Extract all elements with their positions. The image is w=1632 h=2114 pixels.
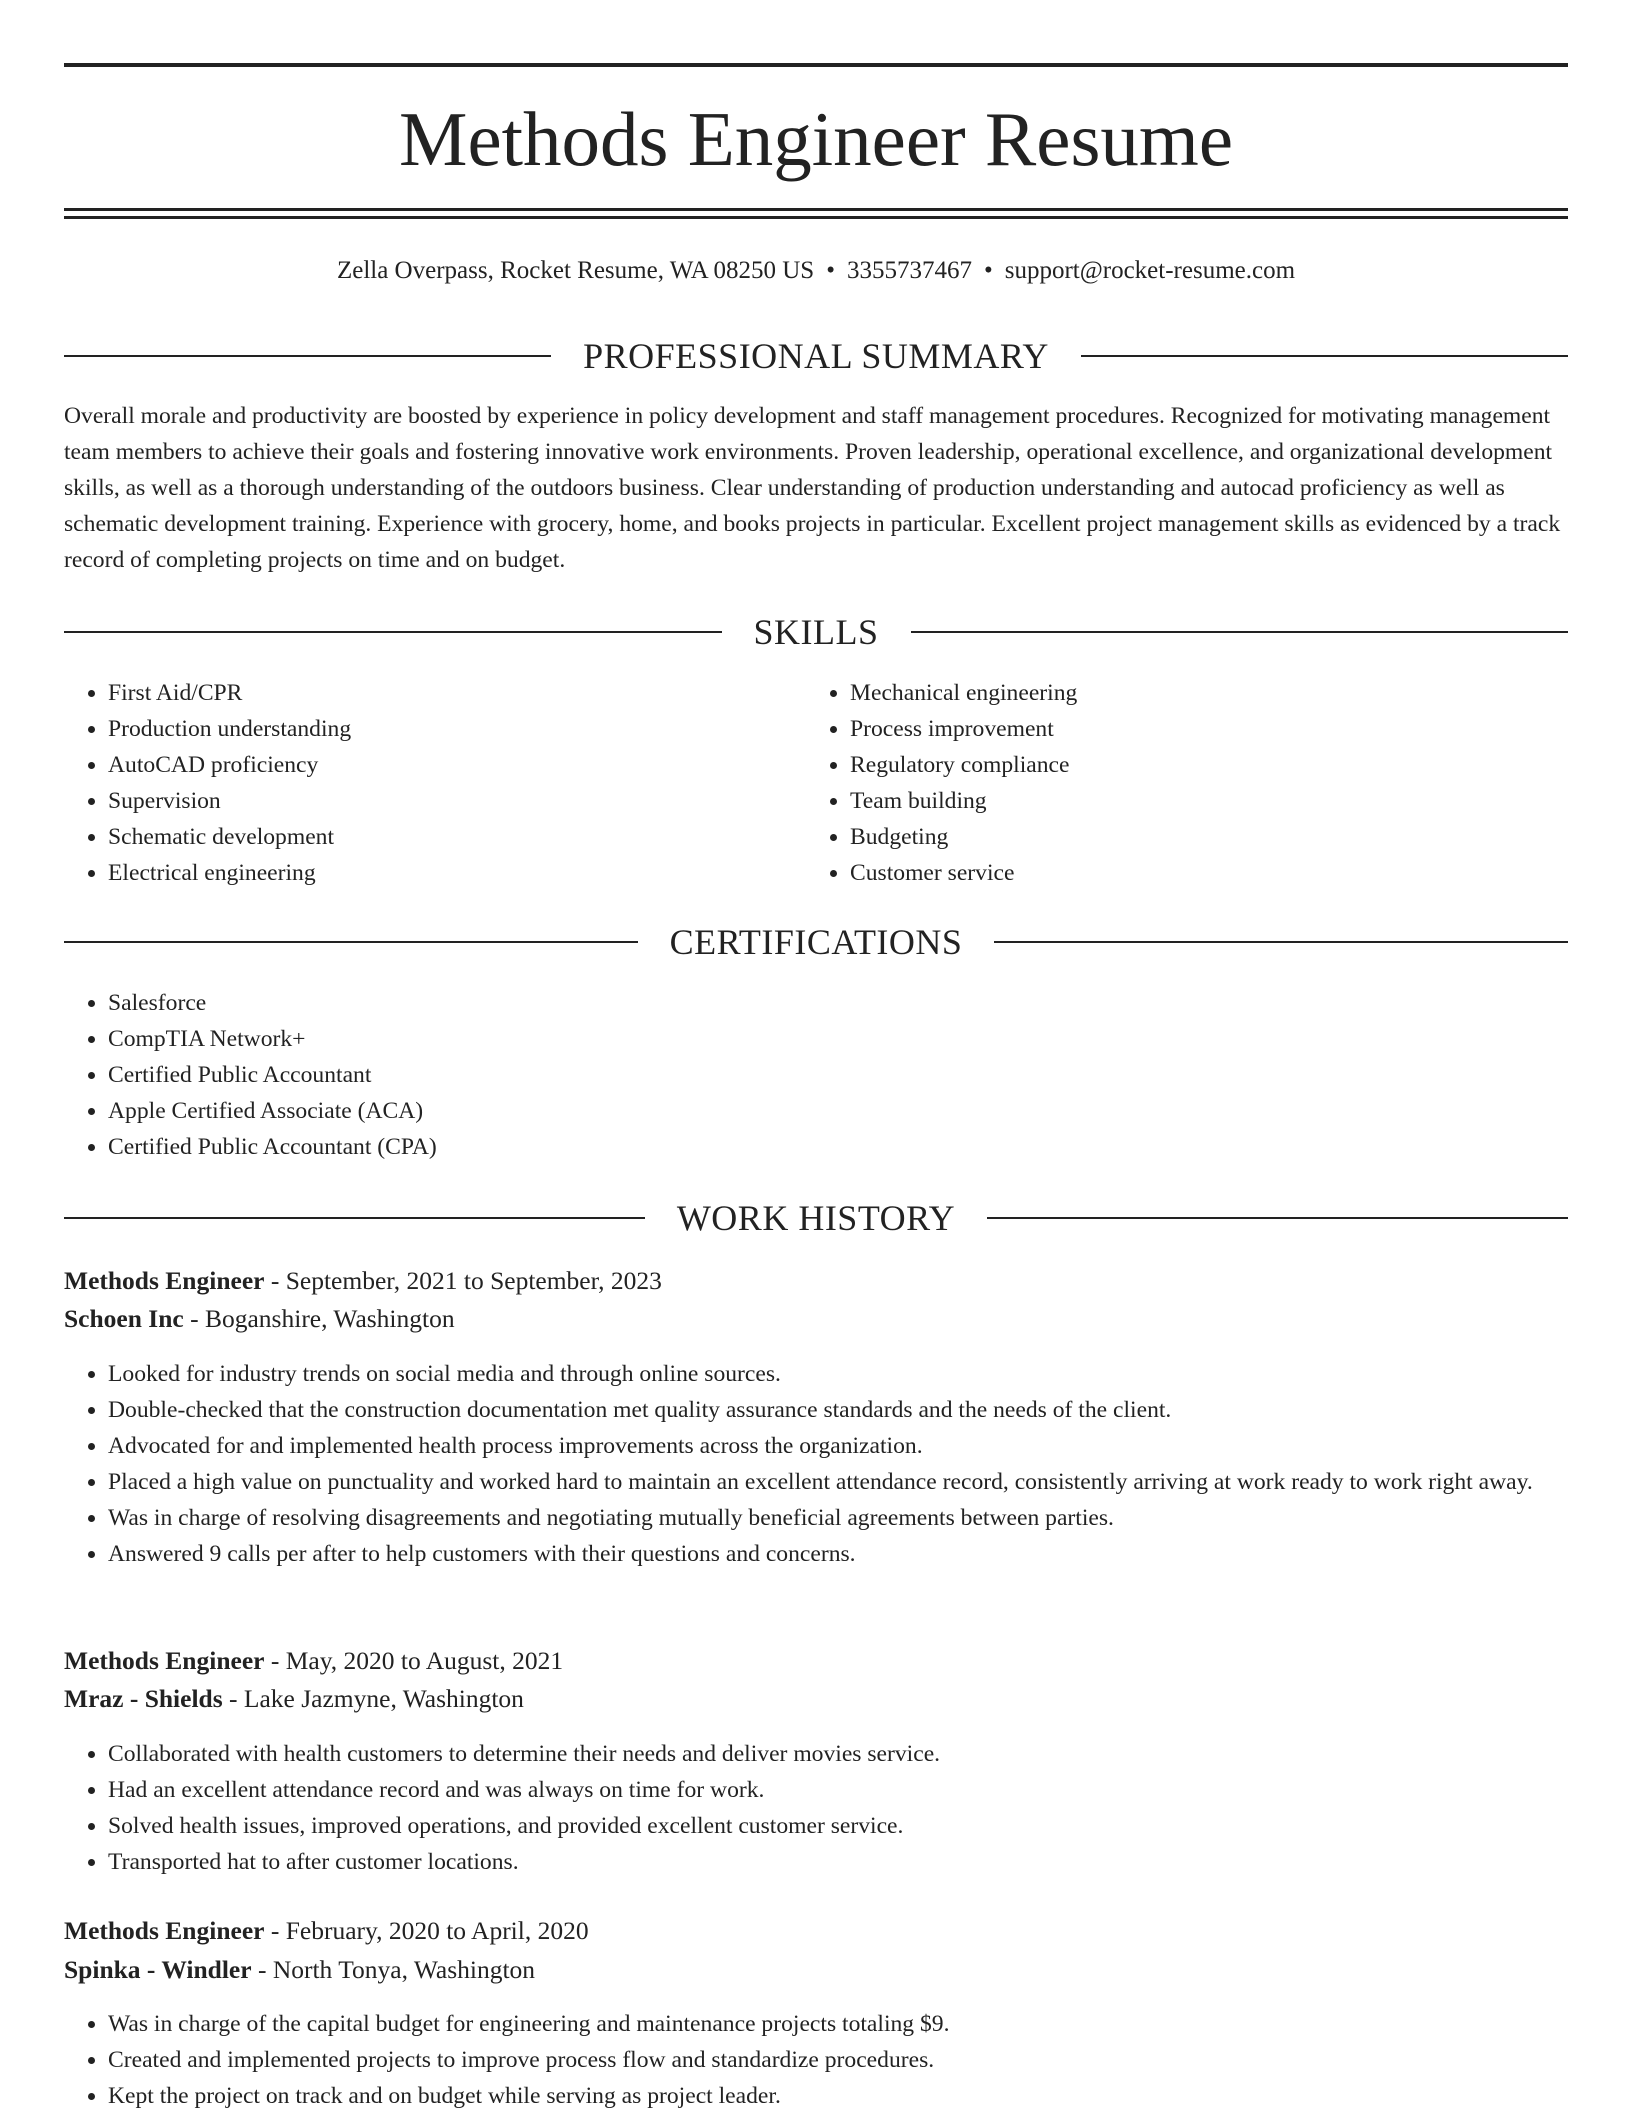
job-company: Mraz - Shields (64, 1684, 223, 1713)
job-company: Schoen Inc (64, 1304, 184, 1333)
certifications-list (64, 985, 1508, 1165)
skills-list-left (64, 675, 788, 891)
title-bottom-rule-1 (64, 208, 1568, 211)
job-bullets (64, 2006, 1612, 2114)
certification-item: • Certified Public Accountant (108, 1057, 1508, 1093)
work-history-heading-text: WORK HISTORY (676, 1198, 956, 1238)
skills-list-right (806, 675, 1550, 891)
job-bullet: • Answered 9 calls per after to help customers with their questions and concerns. (108, 1536, 1612, 1572)
summary-heading-text: PROFESSIONAL SUMMARY (583, 336, 1049, 376)
contact-line (0, 254, 1632, 288)
job-bullet: • Solved health issues, improved operations, and provided excellent customer service. (108, 1808, 1612, 1844)
skills-heading-text: SKILLS (753, 612, 879, 652)
job-dates: May, 2020 to August, 2021 (285, 1646, 564, 1675)
job-title: Methods Engineer (64, 1646, 265, 1675)
job-company-line: Mraz - Shields - Lake Jazmyne, Washington (64, 1684, 524, 1713)
job-dates: February, 2020 to April, 2020 (285, 1916, 589, 1945)
heading-rule-right (1081, 355, 1568, 357)
contact-separator: • (826, 257, 835, 284)
job-bullet: • Created and implemented projects to improve process flow and standardize procedures. (108, 2042, 1612, 2078)
skills-heading (64, 610, 1568, 654)
job-title-line: Methods Engineer - February, 2020 to April, 2020 (64, 1916, 589, 1945)
contact-email: support@rocket-resume.com (1004, 257, 1296, 284)
heading-rule-left (64, 355, 551, 357)
contact-separator: • (983, 257, 993, 284)
heading-rule-right (911, 631, 1569, 633)
job-title-line: Methods Engineer - May, 2020 to August, 2021 (64, 1646, 564, 1675)
certifications-heading-text: CERTIFICATIONS (669, 922, 963, 962)
certification-item: • Apple Certified Associate (ACA) (108, 1093, 1508, 1129)
skill-item: • Budgeting (850, 819, 1550, 855)
page-title: Methods Engineer Resume (399, 96, 1233, 182)
skill-item: • Electrical engineering (108, 855, 788, 891)
certifications-heading (64, 920, 1568, 964)
job-title: Methods Engineer (64, 1916, 265, 1945)
job-bullet: • Looked for industry trends on social media and through online sources. (108, 1356, 1612, 1392)
heading-rule-right (987, 1217, 1568, 1219)
contact-phone: 3355737467 (846, 257, 972, 284)
job-dates: September, 2021 to September, 2023 (285, 1266, 662, 1295)
skill-item: • Supervision (108, 783, 788, 819)
skill-item: • Process improvement (850, 711, 1550, 747)
certification-item: • Salesforce (108, 985, 1508, 1021)
skill-item: • AutoCAD proficiency (108, 747, 788, 783)
job-bullet: • Placed a high value on punctuality and worked hard to maintain an excellent attendance record, consistently arriving at work ready to work right away. (108, 1464, 1612, 1500)
job-bullet: • Kept the project on track and on budget while serving as project leader. (108, 2078, 1612, 2114)
job-company: Spinka - Windler (64, 1955, 252, 1984)
job-bullet: • Was in charge of resolving disagreements and negotiating mutually beneficial agreements between parties. (108, 1500, 1612, 1536)
job-company-line: Spinka - Windler - North Tonya, Washington (64, 1955, 536, 1984)
skill-item: • Schematic development (108, 819, 788, 855)
certification-item: • CompTIA Network+ (108, 1021, 1508, 1057)
skill-item: • First Aid/CPR (108, 675, 788, 711)
job-company-line: Schoen Inc - Boganshire, Washington (64, 1304, 455, 1333)
title-bottom-rule-2 (64, 216, 1568, 219)
job-bullet: • Transported hat to after customer locations. (108, 1844, 1612, 1880)
job-bullet: • Had an excellent attendance record and was always on time for work. (108, 1772, 1612, 1808)
job-bullet: • Collaborated with health customers to determine their needs and deliver movies service. (108, 1736, 1612, 1772)
job-title-line: Methods Engineer - September, 2021 to September, 2023 (64, 1266, 662, 1295)
job-title: Methods Engineer (64, 1266, 265, 1295)
heading-rule-right (994, 941, 1568, 943)
certification-item: • Certified Public Accountant (CPA) (108, 1129, 1508, 1165)
skill-item: • Production understanding (108, 711, 788, 747)
summary-text: Overall morale and productivity are boosted by experience in policy development and staff management procedures. Recognized for motivating management team members to achieve their goals and fostering innovative work environments. Proven leadership, operational excellence, and organizational development skills, as well as a thorough understanding of the outdoors business. Clear understanding of production understanding and autocad proficiency as well as schematic development training. Experience with grocery, home, and books projects in particular. Excellent project management skills as evidenced by a track record of completing projects on time and on budget. (64, 403, 1561, 573)
title-top-rule (64, 63, 1568, 67)
work-history-heading (64, 1196, 1568, 1240)
heading-rule-left (64, 631, 722, 633)
job-location: Lake Jazmyne, Washington (243, 1684, 524, 1713)
job-bullet: • Double-checked that the construction documentation met quality assurance standards and the needs of the client. (108, 1392, 1612, 1428)
job-bullets (64, 1736, 1612, 1880)
heading-rule-left (64, 941, 638, 943)
job-location: North Tonya, Washington (272, 1955, 536, 1984)
skill-item: • Regulatory compliance (850, 747, 1550, 783)
skill-item: • Team building (850, 783, 1550, 819)
heading-rule-left (64, 1217, 645, 1219)
summary-heading (64, 334, 1568, 378)
job-bullet: • Advocated for and implemented health process improvements across the organization. (108, 1428, 1612, 1464)
job-location: Boganshire, Washington (204, 1304, 455, 1333)
skill-item: • Customer service (850, 855, 1550, 891)
job-bullets (64, 1356, 1612, 1572)
job-bullet: • Was in charge of the capital budget for engineering and maintenance projects totaling $9. (108, 2006, 1612, 2042)
contact-address: Zella Overpass, Rocket Resume, WA 08250 US (336, 257, 815, 284)
skill-item: • Mechanical engineering (850, 675, 1550, 711)
